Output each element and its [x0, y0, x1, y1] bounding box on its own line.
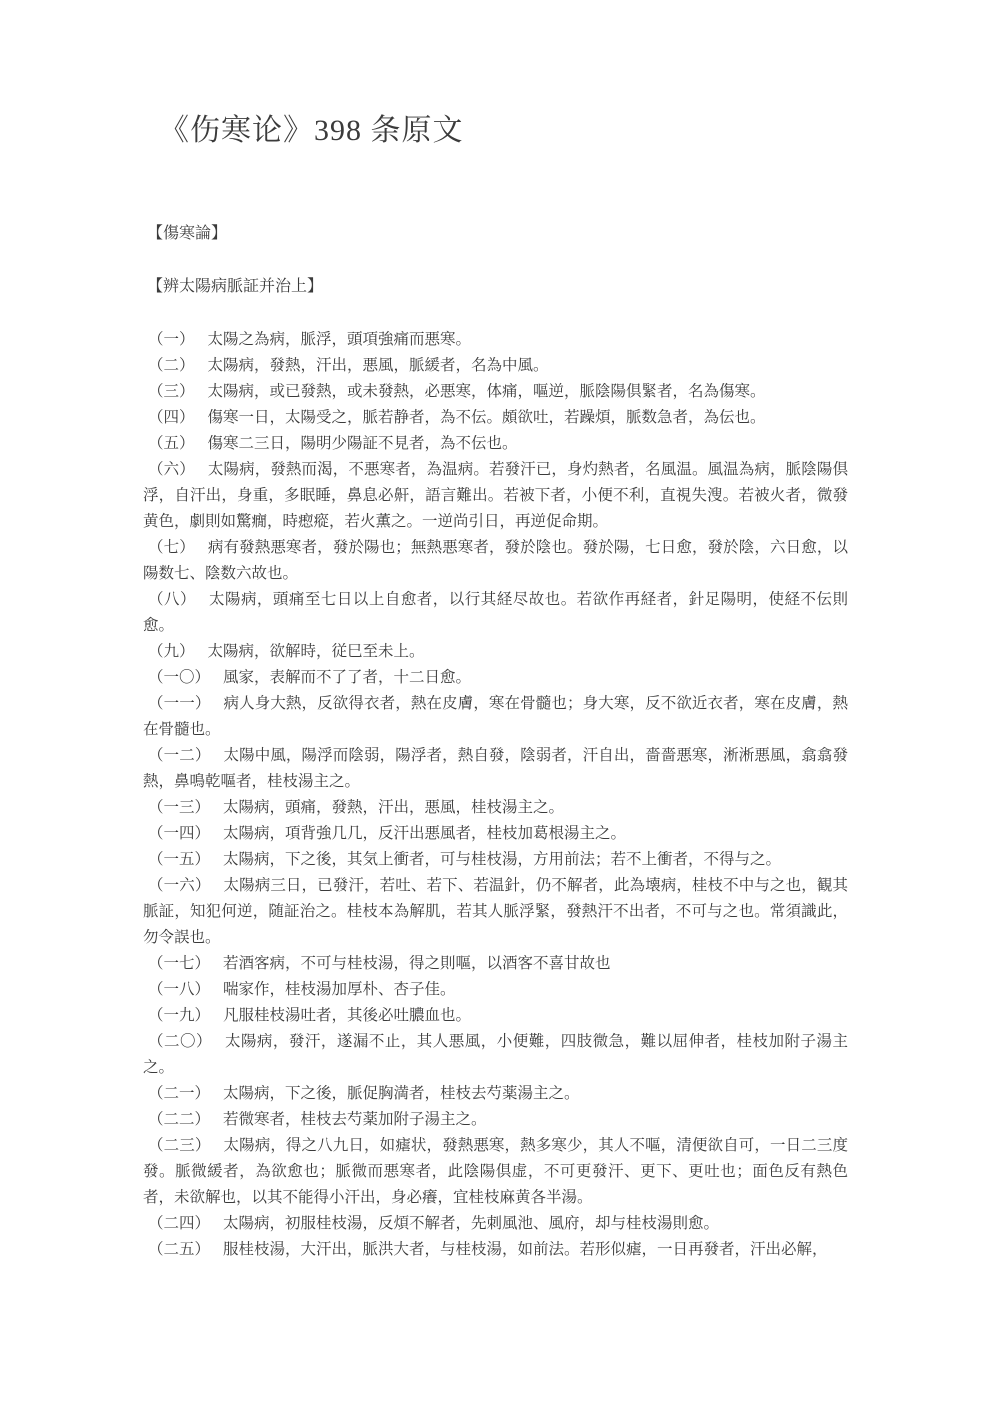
clause: [143, 691, 848, 743]
clause: [143, 847, 848, 873]
clause-number: （三）: [148, 383, 195, 400]
clause: [143, 639, 848, 665]
clause-text: 太陽病，或已發熱，或未發熱，必悪寒，体痛，嘔逆，脈陰陽倶緊者，名為傷寒。: [207, 383, 766, 400]
clause-list: [143, 327, 848, 1263]
chapter-header: 【辨太陽病脈証并治上】: [147, 278, 324, 295]
clause-number: （二四）: [148, 1215, 211, 1232]
clause-number: （一五）: [148, 851, 211, 868]
clause: [143, 379, 848, 405]
clause: [143, 743, 848, 795]
clause: [143, 795, 848, 821]
clause-text: 太陽病，初服桂枝湯，反煩不解者，先刺風池、風府，却与桂枝湯則愈。: [223, 1215, 720, 1232]
clause-text: 傷寒二三日，陽明少陽証不見者，為不伝也。: [207, 435, 518, 452]
clause: [143, 665, 848, 691]
clause-number: （一九）: [148, 1007, 211, 1024]
clause: [143, 821, 848, 847]
clause-text: 太陽病三日，已發汗，若吐、若下、若温針，仍不解者，此為壊病，桂枝不中与之也，観其脈証，知犯何逆，随証治之。桂枝本為解肌，若其人脈浮緊，發熱汗不出者，不可与之也。常須識此，勿令誤也。: [143, 877, 848, 946]
clause-number: （九）: [148, 643, 195, 660]
clause-text: 傷寒一日，太陽受之，脈若静者，為不伝。頗欲吐，若躁煩，脈数急者，為伝也。: [207, 409, 766, 426]
clause-number: （五）: [148, 435, 195, 452]
clause-text: 病有發熱悪寒者，發於陽也；無熱悪寒者，發於陰也。發於陽，七日愈，發於陰，六日愈，以陽数七、陰数六故也。: [143, 539, 848, 582]
clause-text: 太陽之為病，脈浮，頭項強痛而悪寒。: [207, 331, 472, 348]
clause-text: 太陽病，發汗，遂漏不止，其人悪風，小便難，四肢微急，難以屈伸者，桂枝加附子湯主之。: [143, 1033, 848, 1076]
clause: [143, 1211, 848, 1237]
clause-number: （四）: [148, 409, 195, 426]
clause: [143, 873, 848, 951]
clause: [143, 1081, 848, 1107]
clause: [143, 1029, 848, 1081]
clause-number: （二五）: [148, 1241, 211, 1258]
clause-text: 凡服桂枝湯吐者，其後必吐膿血也。: [223, 1007, 472, 1024]
clause-text: 太陽病，頭痛至七日以上自愈者，以行其経尽故也。若欲作再経者，針足陽明，使経不伝則愈。: [143, 591, 848, 634]
clause: [143, 1133, 848, 1211]
clause: [143, 977, 848, 1003]
clause-text: 太陽病，欲解時，従巳至未上。: [207, 643, 425, 660]
clause-text: 病人身大熱，反欲得衣者，熱在皮膚，寒在骨髓也；身大寒，反不欲近衣者，寒在皮膚，熱在骨髓也。: [143, 695, 848, 738]
clause-number: （一六）: [148, 877, 211, 894]
clause-text: 太陽病，下之後，脈促胸満者，桂枝去芍薬湯主之。: [223, 1085, 580, 1102]
clause-number: （一〇）: [148, 669, 211, 686]
clause: [143, 587, 848, 639]
clause-text: 太陽病，得之八九日，如瘧状，發熱悪寒，熱多寒少，其人不嘔，清便欲自可，一日二三度發。脈微緩者，為欲愈也；脈微而悪寒者，此陰陽倶虚，不可更發汗、更下、更吐也；面色反有熱色者，未欲解也，以其不能得小汗出，身必癢，宜桂枝麻黄各半湯。: [143, 1137, 848, 1206]
clause-text: 服桂枝湯，大汗出，脈洪大者，与桂枝湯，如前法。若形似瘧，一日再發者，汗出必解，: [223, 1241, 828, 1258]
clause-number: （六）: [148, 461, 195, 478]
clause-number: （二三）: [148, 1137, 211, 1154]
clause-number: （八）: [148, 591, 196, 608]
clause-text: 太陽病，發熱，汗出，悪風，脈緩者，名為中風。: [207, 357, 549, 374]
clause-number: （一八）: [148, 981, 211, 998]
clause-number: （七）: [148, 539, 195, 556]
clause: [143, 431, 848, 457]
clause: [143, 457, 848, 535]
clause-number: （一一）: [148, 695, 211, 712]
clause-number: （二一）: [148, 1085, 211, 1102]
clause: [143, 1003, 848, 1029]
clause: [143, 1107, 848, 1133]
clause-number: （一二）: [148, 747, 211, 764]
page-title: 《伤寒论》398 条原文: [159, 114, 464, 147]
clause-text: 太陽中風，陽浮而陰弱，陽浮者，熱自發，陰弱者，汗自出，嗇嗇悪寒，淅淅悪風，翕翕發熱，鼻鳴乾嘔者，桂枝湯主之。: [143, 747, 848, 790]
clause: [143, 535, 848, 587]
clause: [143, 353, 848, 379]
clause-text: 喘家作，桂枝湯加厚朴、杏子佳。: [223, 981, 456, 998]
clause-text: 太陽病，項背強几几，反汗出悪風者，桂枝加葛根湯主之。: [223, 825, 627, 842]
clause: [143, 951, 848, 977]
clause-text: 若酒客病，不可与桂枝湯，得之則嘔，以酒客不喜甘故也: [223, 955, 611, 972]
clause-number: （二）: [148, 357, 195, 374]
clause-text: 若微寒者，桂枝去芍薬加附子湯主之。: [223, 1111, 487, 1128]
clause-text: 太陽病，發熱而渴，不悪寒者，為温病。若發汗已，身灼熱者，名風温。風温為病，脈陰陽倶浮，自汗出，身重，多眠睡，鼻息必鼾，語言難出。若被下者，小便不利，直視失溲。若被火者，微發黄色，劇則如驚癇，時瘛瘲，若火薫之。一逆尚引日，再逆促命期。: [143, 461, 848, 530]
clause-number: （一）: [148, 331, 195, 348]
clause-text: 太陽病，頭痛，發熱，汗出，悪風，桂枝湯主之。: [223, 799, 565, 816]
clause: [143, 405, 848, 431]
clause: [143, 327, 848, 353]
book-header: 【傷寒論】: [147, 225, 228, 242]
clause-text: 太陽病，下之後，其気上衝者，可与桂枝湯，方用前法；若不上衝者，不得与之。: [223, 851, 782, 868]
clause-text: 風家，表解而不了了者，十二日愈。: [223, 669, 472, 686]
clause-number: （二二）: [148, 1111, 211, 1128]
clause-number: （一三）: [148, 799, 211, 816]
clause-number: （一七）: [148, 955, 211, 972]
clause-number: （一四）: [148, 825, 211, 842]
clause: [143, 1237, 848, 1263]
clause-number: （二〇）: [148, 1033, 212, 1050]
